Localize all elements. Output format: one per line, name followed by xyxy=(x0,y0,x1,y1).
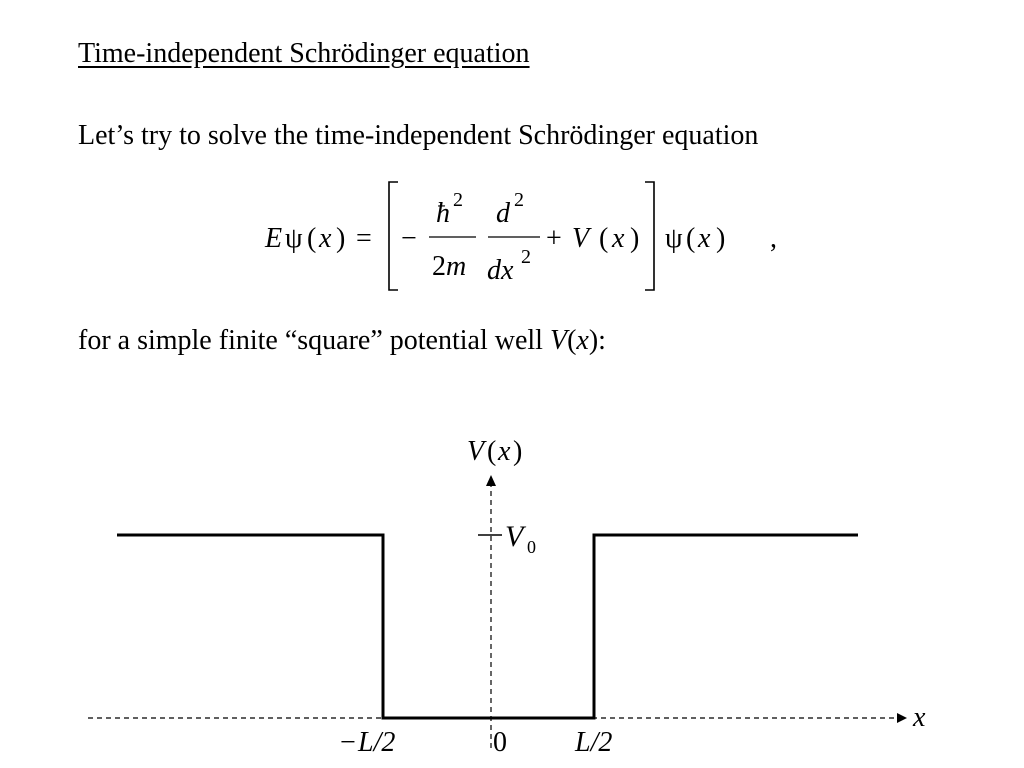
v0-label-subscript: 0 xyxy=(527,537,536,557)
well-description-func: V xyxy=(549,325,568,356)
eq-v-paren-open: ( xyxy=(599,223,609,254)
left-edge-label: L/2 xyxy=(358,727,396,758)
eq-denominator-m: m xyxy=(446,251,467,282)
eq-trailing-comma: , xyxy=(770,223,777,254)
eq-lhs-psi: ψ xyxy=(285,223,303,254)
v0-label: V xyxy=(505,520,524,553)
eq-v-paren-close: ) xyxy=(630,223,640,254)
eq-plus: + xyxy=(546,223,562,254)
eq-rhs-paren-open: ( xyxy=(686,223,696,254)
y-axis-arrowhead xyxy=(486,475,496,486)
x-axis-arrowhead xyxy=(897,713,907,723)
well-description-prefix: for a simple finite “square” potential well xyxy=(78,325,550,356)
eq-minus: − xyxy=(401,223,417,254)
origin-label: 0 xyxy=(493,727,507,758)
eq-rhs-psi: ψ xyxy=(665,223,683,254)
left-edge-minus: − xyxy=(340,727,356,758)
well-description xyxy=(78,325,606,357)
eq-dx: dx xyxy=(487,255,514,286)
eq-rhs-paren-close: ) xyxy=(716,223,726,254)
eq-hbar-exponent: 2 xyxy=(453,189,463,211)
y-axis-label-var: x xyxy=(498,436,511,467)
eq-left-bracket xyxy=(389,182,398,290)
y-axis-label-paren-open: ( xyxy=(487,436,497,467)
well-description-suffix: ): xyxy=(588,325,606,356)
eq-dx-exponent: 2 xyxy=(521,246,531,268)
eq-hbar: ħ xyxy=(436,198,450,229)
slide-title: Time-independent Schrödinger equation xyxy=(78,38,530,69)
eq-lhs-energy: E xyxy=(265,223,283,254)
eq-lhs-x: x xyxy=(319,223,332,254)
well-description-var: x xyxy=(576,325,589,356)
y-axis-label-paren-close: ) xyxy=(513,436,523,467)
x-axis-label: x xyxy=(913,702,926,733)
schrodinger-equation xyxy=(264,182,777,290)
eq-d-exponent: 2 xyxy=(514,189,524,211)
eq-right-bracket xyxy=(645,182,654,290)
potential-well-diagram xyxy=(88,436,926,758)
right-edge-label: L/2 xyxy=(575,727,613,758)
y-axis-label-func: V xyxy=(467,436,485,467)
eq-rhs-x: x xyxy=(698,223,711,254)
eq-denominator-two: 2 xyxy=(432,251,446,282)
eq-equals: = xyxy=(356,223,372,254)
intro-text: Let’s try to solve the time-independent Schrödinger equation xyxy=(78,120,759,151)
potential-well-curve xyxy=(117,535,858,718)
eq-lhs-paren-close: ) xyxy=(336,223,346,254)
eq-potential-v: V xyxy=(572,223,590,254)
eq-lhs-paren-open: ( xyxy=(307,223,317,254)
eq-d: d xyxy=(496,198,510,229)
well-description-paren-open: ( xyxy=(567,325,577,356)
eq-v-x: x xyxy=(612,223,625,254)
